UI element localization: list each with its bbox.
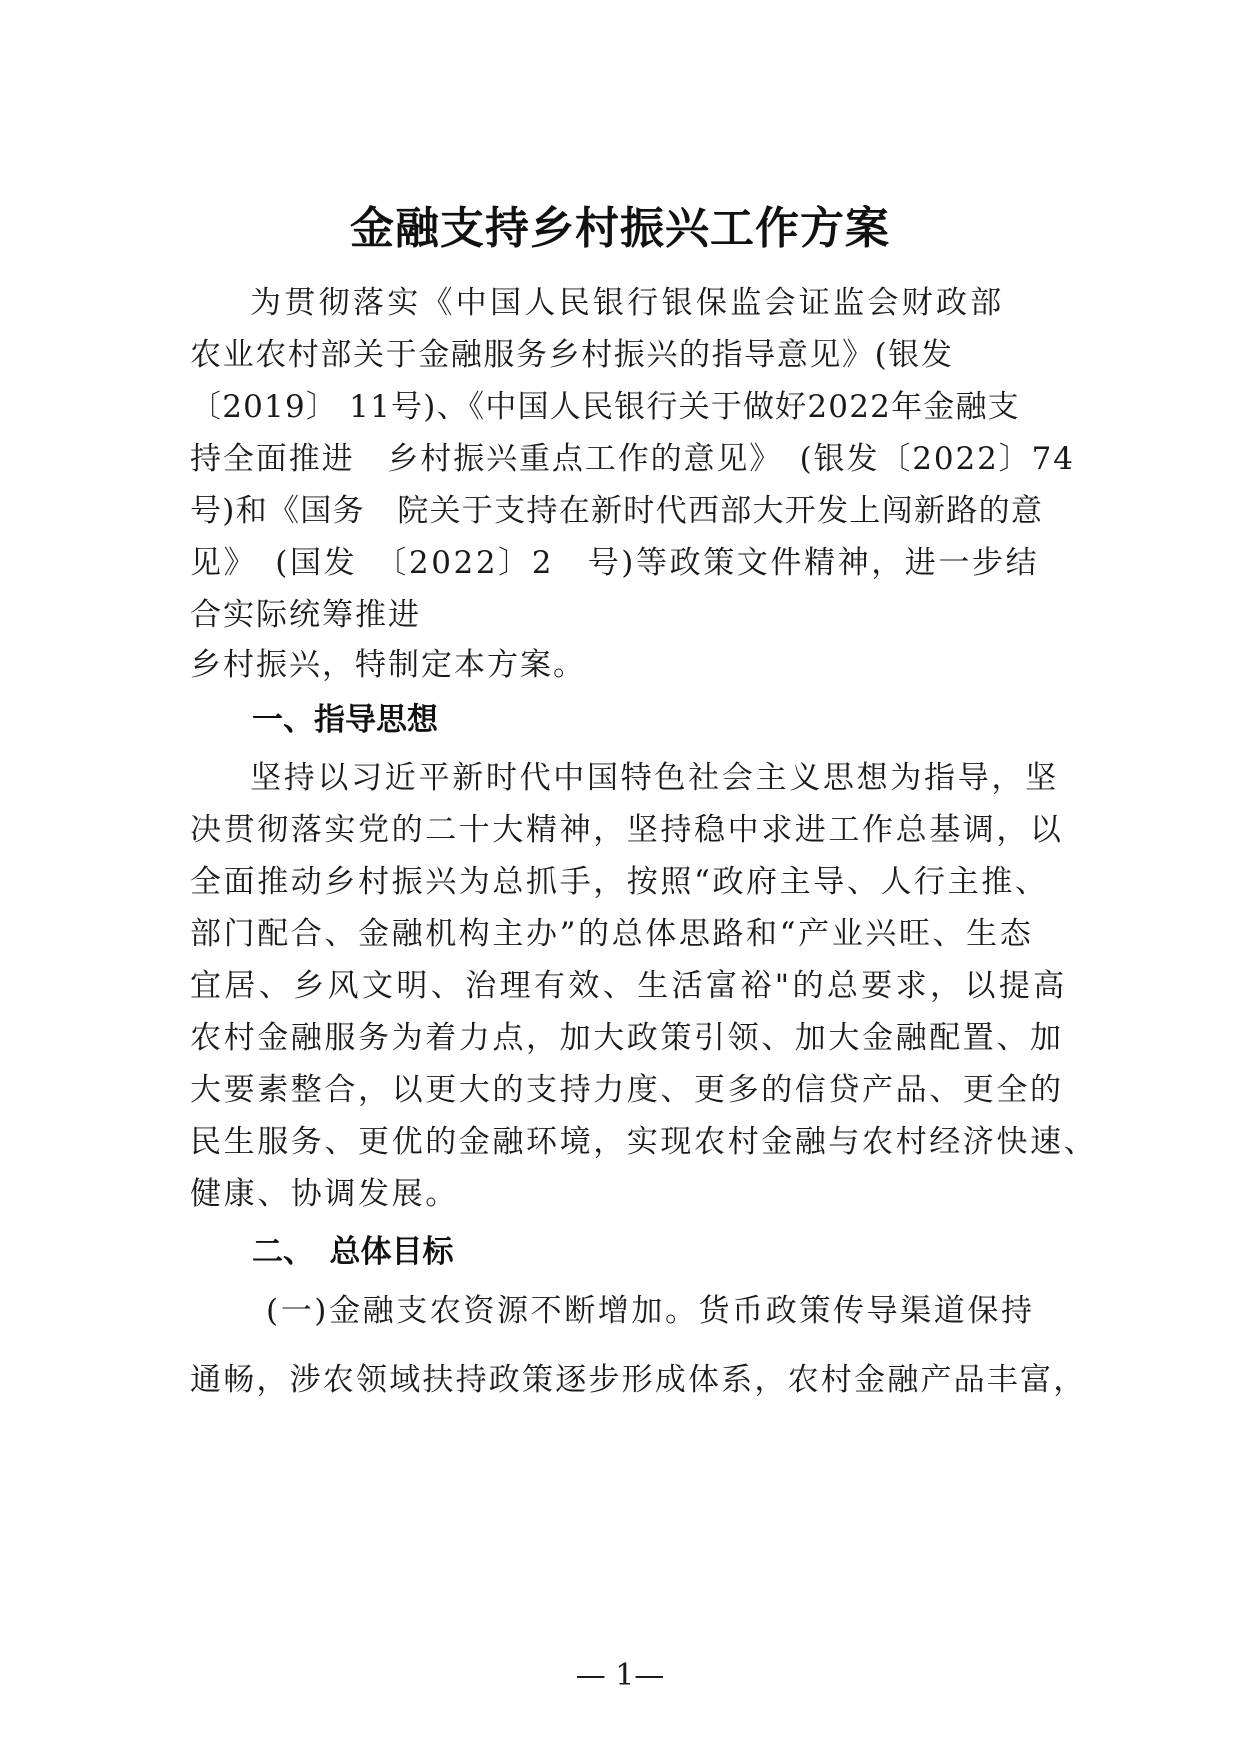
section1-line-5: 宜居、乡风文明、治理有效、生活富裕"的总要求，以提高	[190, 968, 1068, 1004]
section1-line-2: 决贯彻落实党的二十大精神，坚持稳中求进工作总基调，以	[190, 812, 1064, 848]
section2-line-2: 通畅，涉农领域扶持政策逐步形成体系，农村金融产品丰富，	[190, 1362, 1087, 1398]
section1-line-4: 部门配合、金融机构主办”的总体思路和“产业兴旺、生态	[190, 916, 1034, 952]
section1-line-3: 全面推动乡村振兴为总抓手，按照“政府主导、人行主推、	[190, 864, 1049, 900]
intro-line-1: 为贯彻落实《中国人民银行银保监会证监会财政部	[250, 285, 1005, 321]
intro-line-4: 持全面推进 乡村振兴重点工作的意见》 (银发〔2022〕74	[190, 441, 1075, 477]
intro-line-7: 合实际统筹推进	[190, 597, 421, 633]
section1-line-6: 农村金融服务为着力点，加大政策引领、加大金融配置、加	[190, 1020, 1064, 1056]
section2-line-1: (一)金融支农资源不断增加。货币政策传导渠道保持	[266, 1293, 1035, 1329]
intro-line-8: 乡村振兴，特制定本方案。	[190, 647, 586, 683]
document-title: 金融支持乡村振兴工作方案	[350, 203, 890, 254]
intro-line-6: 见》 (国发 〔2022〕2 号)等政策文件精神，进一步结	[190, 545, 1040, 581]
section1-line-7: 大要素整合，以更大的支持力度、更多的信贷产品、更全的	[190, 1072, 1064, 1108]
section-heading-overall-goals: 二、 总体目标	[252, 1234, 454, 1270]
section1-line-8: 民生服务、更优的金融环境，实现农村金融与农村经济快速、	[190, 1124, 1098, 1160]
intro-line-2: 农业农村部关于金融服务乡村振兴的指导意见》(银发	[190, 337, 954, 373]
intro-line-3: 〔2019〕 11号)、《中国人民银行关于做好2022年金融支	[190, 389, 1020, 425]
section-heading-guiding-ideology: 一、指导思想	[252, 702, 438, 738]
section1-line-1: 坚持以习近平新时代中国特色社会主义思想为指导，坚	[250, 760, 1059, 796]
section1-line-9: 健康、协调发展。	[190, 1176, 459, 1212]
intro-line-5: 号)和《国务 院关于支持在新时代西部大开发上闯新路的意	[190, 493, 1044, 529]
page-number: — 1—	[575, 1658, 665, 1693]
